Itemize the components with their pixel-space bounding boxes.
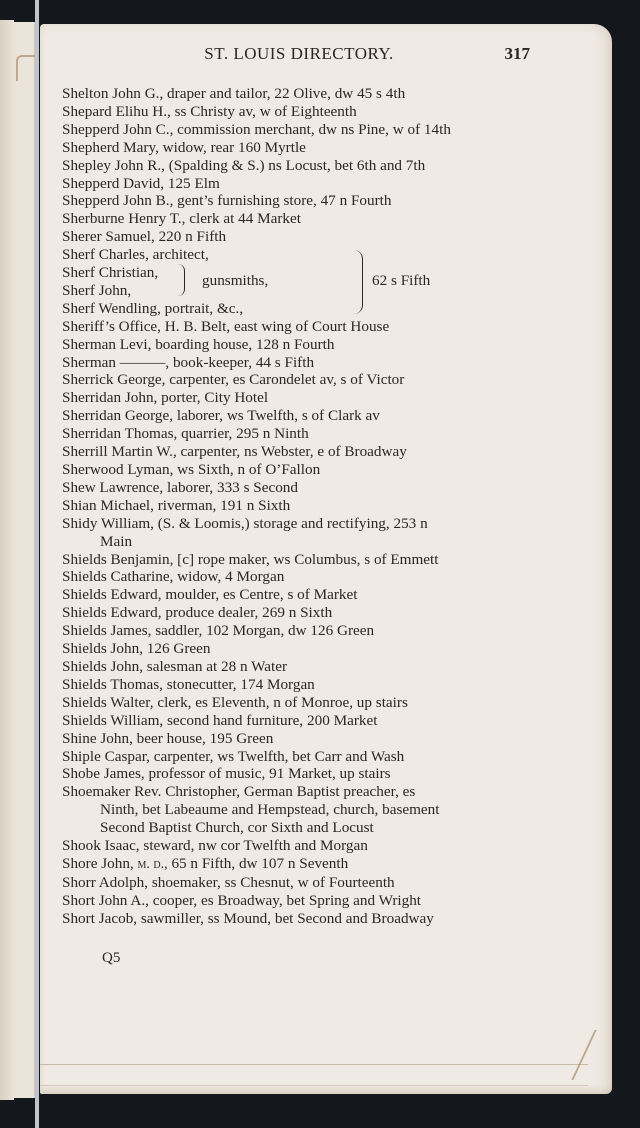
scanner-clip-bar (35, 0, 39, 1128)
entry-text: Shiple Caspar, carpenter, ws Twelfth, bet Carr and Wash (62, 747, 405, 765)
directory-entry (62, 389, 542, 407)
small-brace (178, 264, 185, 296)
directory-entry (62, 694, 542, 712)
entry-name: Shore John, (62, 854, 134, 872)
directory-entry (62, 765, 542, 783)
entry-text: Shields James, saddler, 102 Morgan, dw 126 Green (62, 622, 375, 640)
entry-text: Shields Walter, clerk, es Eleventh, n of Monroe, up stairs (62, 693, 408, 711)
directory-entry (62, 354, 542, 372)
directory-entry (62, 658, 542, 676)
directory-entry (62, 622, 542, 640)
page-title: ST. LOUIS DIRECTORY. (204, 44, 394, 63)
directory-entry (62, 730, 542, 748)
entries-after-group (62, 318, 542, 855)
directory-entry (62, 551, 542, 569)
directory-entry (62, 604, 542, 622)
entry-text: Sheriff’s Office, H. B. Belt, east wing of Court House (62, 317, 390, 335)
directory-entry: Shepley John R., (Spalding & S.) ns Locust, bet 6th and 7th (62, 156, 426, 174)
entry-text: Shobe James, professor of music, 91 Market, up stairs (62, 765, 391, 783)
entry-text: Sherwood Lyman, ws Sixth, n of O’Fallon (62, 461, 321, 478)
directory-entry: Shepperd John C., commission merchant, dw ns Pine, w of 14th (62, 120, 451, 138)
entries-final-group (62, 874, 542, 928)
directory-entry: Sherburne Henry T., clerk at 44 Market (62, 210, 301, 228)
entry-text: Sherman Levi, boarding house, 128 n Fourth (62, 335, 335, 353)
directory-entry: Sherf Charles, architect, (62, 246, 209, 264)
shared-occupation: gunsmiths, (202, 272, 269, 290)
adjacent-page-edge (0, 20, 14, 1100)
running-header (60, 44, 538, 68)
directory-entry (62, 748, 542, 766)
directory-entry (62, 515, 542, 551)
entry-text: Shian Michael, riverman, 191 n Sixth (62, 496, 291, 514)
entry-text: Shook Isaac, steward, nw cor Twelfth and Morgan (62, 837, 368, 855)
entry-text: Shields William, second hand furniture, 200 Market (62, 711, 378, 729)
directory-entry: Shepard Elihu H., ss Christy av, w of Eighteenth (62, 102, 357, 120)
directory-entry: Shorr Adolph, shoemaker, ss Chesnut, w of Fourteenth (62, 873, 395, 891)
directory-entry: Shepperd David, 125 Elm (62, 174, 220, 192)
entry-continuation: Main (100, 532, 133, 550)
shared-address: 62 s Fifth (372, 272, 431, 290)
directory-entry (62, 837, 542, 855)
directory-entry: Sherf John, (62, 281, 132, 299)
directory-entry: Sherf Wendling, portrait, &c., (62, 299, 244, 317)
entry-text: Shields Catharine, widow, 4 Morgan (62, 568, 285, 586)
printer-signature-mark: Q5 (102, 950, 121, 966)
entry-text: Sherridan John, porter, City Hotel (62, 389, 269, 407)
directory-entry: Shelton John G., draper and tailor, 22 Olive, dw 45 s 4th (62, 85, 406, 102)
directory-entry (62, 640, 542, 658)
entry-text: Sherridan Thomas, quarrier, 295 n Ninth (62, 425, 309, 443)
entry-continuation: Second Baptist Church, cor Sixth and Locust (100, 819, 374, 837)
directory-entry (62, 318, 542, 336)
directory-entry: Shepherd Mary, widow, rear 160 Myrtle (62, 138, 306, 156)
entry-text: Shine John, beer house, 195 Green (62, 729, 274, 747)
entry-rest: 65 n Fifth, dw 107 n Seventh (171, 854, 349, 872)
directory-entry: Shepperd John B., gent’s furnishing store, 47 n Fourth (62, 192, 392, 210)
directory-entry (62, 407, 542, 425)
directory-entry (62, 443, 542, 461)
directory-entries (62, 85, 542, 928)
entry-text: Shidy William, (S. & Loomis,) storage and rectifying, 253 n (62, 514, 428, 532)
entry-text: Shields John, salesman at 28 n Water (62, 657, 288, 675)
entry-continuation: Ninth, bet Labeaume and Hempstead, church, basement (100, 801, 440, 819)
directory-entry (62, 461, 542, 479)
page-number: 317 (504, 44, 530, 63)
directory-entry: Sherer Samuel, 220 n Fifth (62, 228, 227, 246)
directory-entry (62, 783, 542, 837)
directory-entry: Short John A., cooper, es Broadway, bet Spring and Wright (62, 891, 422, 909)
large-brace (354, 250, 363, 314)
entry-text: Sherrick George, carpenter, es Carondelet av, s of Victor (62, 371, 405, 389)
directory-entry (62, 425, 542, 443)
directory-entry (62, 568, 542, 586)
directory-entry (62, 479, 542, 497)
entry-text: Sherman ———, book-keeper, 44 s Fifth (62, 353, 315, 371)
directory-entry (62, 712, 542, 730)
sherf-bracket-group (62, 246, 542, 318)
directory-entry (62, 336, 542, 354)
directory-entry (62, 371, 542, 389)
entry-text: Shields John, 126 Green (62, 640, 211, 658)
entry-text: Shoemaker Rev. Christopher, German Baptist preacher, es (62, 783, 416, 801)
directory-entry (62, 586, 542, 604)
binding-gutter (14, 22, 35, 1098)
paper-stain (16, 55, 36, 81)
directory-entry-shore (62, 855, 542, 874)
entry-text: Sherridan George, laborer, ws Twelfth, s of Clark av (62, 407, 380, 425)
entry-text: Shields Benjamin, [c] rope maker, ws Columbus, s of Emmett (62, 550, 439, 568)
entry-title-md: m. d., (137, 856, 168, 872)
entry-text: Shields Edward, produce dealer, 269 n Sixth (62, 604, 333, 622)
directory-entry: Sherf Christian, (62, 264, 159, 282)
directory-entry: Short Jacob, sawmiller, ss Mound, bet Second and Broadway (62, 909, 434, 927)
entry-text: Sherrill Martin W., carpenter, ns Webster, e of Broadway (62, 443, 407, 461)
entry-text: Shields Thomas, stonecutter, 174 Morgan (62, 675, 315, 693)
directory-entry (62, 497, 542, 515)
entries-before-group (62, 85, 542, 246)
directory-entry (62, 676, 542, 694)
entry-text: Shields Edward, moulder, es Centre, s of Market (62, 586, 358, 604)
page-edge-lines (40, 1064, 588, 1086)
entry-text: Shew Lawrence, laborer, 333 s Second (62, 478, 298, 496)
